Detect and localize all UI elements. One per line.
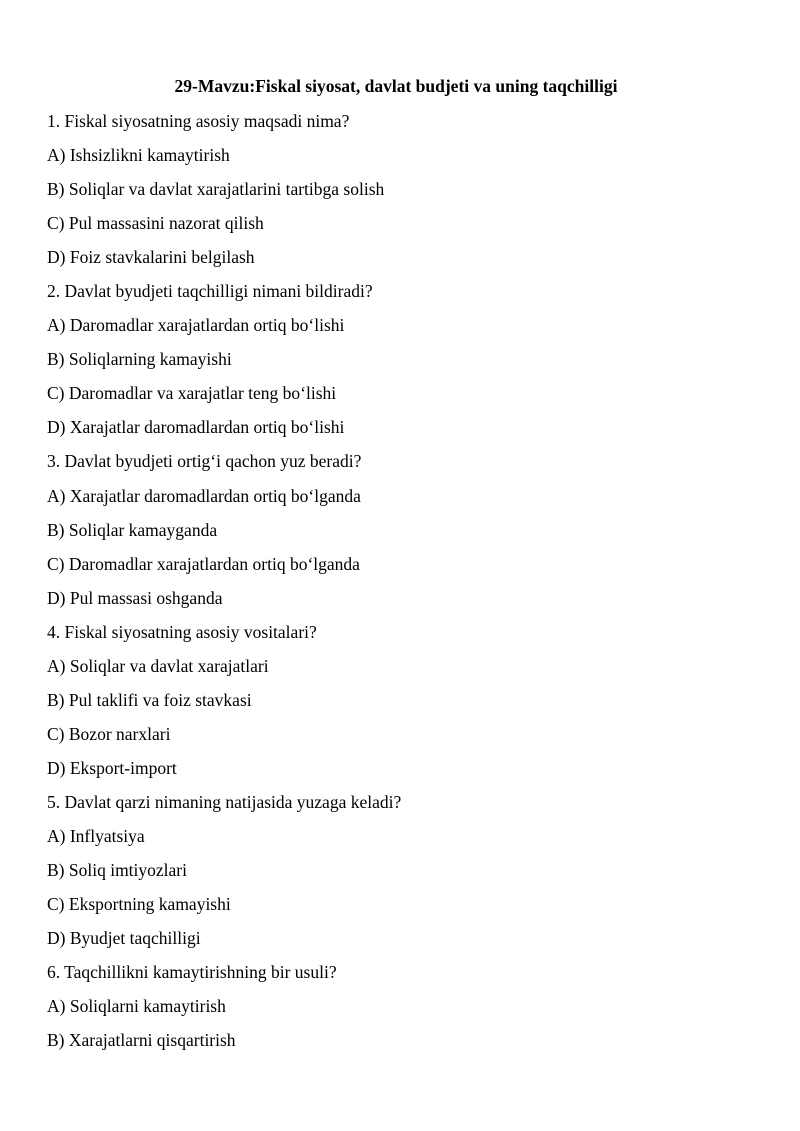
answer-option: C) Eksportning kamayishi [47,894,231,915]
answer-option: D) Byudjet taqchilligi [47,928,201,949]
answer-option: C) Pul massasini nazorat qilish [47,213,264,234]
question-text: 4. Fiskal siyosatning asosiy vositalari? [47,621,317,642]
answer-option: D) Pul massasi oshganda [47,587,223,608]
answer-option: B) Soliq imtiyozlari [47,860,187,881]
question-text: 5. Davlat qarzi nimaning natijasida yuzaga keladi? [47,791,402,812]
answer-option: B) Soliqlar kamayganda [47,519,218,540]
question-text: 2. Davlat byudjeti taqchilligi nimani bildiradi? [47,281,373,302]
question-text: 6. Taqchillikni kamaytirishning bir usuli? [47,962,337,983]
answer-option: A) Soliqlarni kamaytirish [47,996,226,1017]
answer-option: B) Soliqlarning kamayishi [47,349,232,370]
question-list [47,109,767,1062]
answer-option: A) Daromadlar xarajatlardan ortiq bo‘lishi [47,315,345,336]
answer-option: A) Xarajatlar daromadlardan ortiq bo‘lganda [47,485,361,506]
question-text: 3. Davlat byudjeti ortig‘i qachon yuz beradi? [47,451,362,472]
answer-option: D) Foiz stavkalarini belgilash [47,247,255,268]
answer-option: B) Soliqlar va davlat xarajatlarini tartibga solish [47,179,385,200]
answer-option: A) Inflyatsiya [47,825,145,846]
answer-option: D) Xarajatlar daromadlardan ortiq bo‘lishi [47,417,345,438]
answer-option: C) Daromadlar xarajatlardan ortiq bo‘lganda [47,553,360,574]
answer-option: A) Soliqlar va davlat xarajatlari [47,655,269,676]
answer-option: C) Bozor narxlari [47,723,171,744]
answer-option: D) Eksport-import [47,757,177,778]
answer-option: C) Daromadlar va xarajatlar teng bo‘lishi [47,383,337,404]
question-text: 1. Fiskal siyosatning asosiy maqsadi nima? [47,111,350,131]
answer-option: B) Pul taklifi va foiz stavkasi [47,689,252,710]
answer-option: B) Xarajatlarni qisqartirish [47,1030,236,1051]
document-title: 29-Mavzu:Fiskal siyosat, davlat budjeti va uning taqchilligi [174,76,618,96]
answer-option: A) Ishsizlikni kamaytirish [47,145,230,166]
